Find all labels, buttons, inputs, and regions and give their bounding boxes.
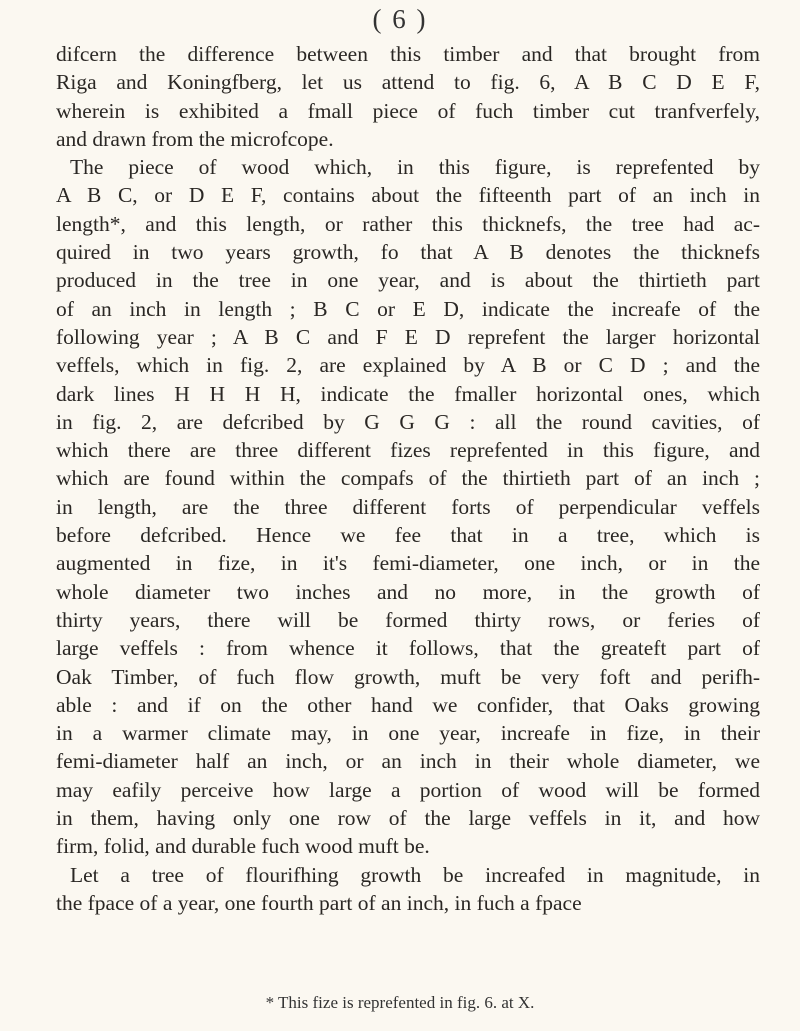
text-line: veffels, which in fig. 2, are explained by A B or C D ; and the <box>56 353 760 378</box>
text-line: in length, are the three different forts of perpendicular veffels <box>56 494 760 519</box>
text-line: and drawn from the microfcope. <box>56 126 334 151</box>
text-line: in a warmer climate may, in one year, increafe in fize, in their <box>56 721 760 746</box>
text-line: The piece of wood which, in this figure, is reprefented by <box>70 155 760 180</box>
text-line: Oak Timber, of fuch flow growth, muft be very foft and perifh- <box>56 664 760 689</box>
text-line: which are found within the compafs of the thirtieth part of an inch ; <box>56 466 760 491</box>
text-line: firm, folid, and durable fuch wood muft be. <box>56 834 430 859</box>
text-line: large veffels : from whence it follows, that the greateft part of <box>56 636 760 661</box>
text-line: Riga and Koningfberg, let us attend to fig. 6, A B C D E F, <box>56 70 760 95</box>
text-line: in them, having only one row of the large veffels in it, and how <box>56 806 760 831</box>
text-line: dark lines H H H H, indicate the fmaller horizontal ones, which <box>56 381 760 406</box>
page-number: ( 6 ) <box>372 4 428 34</box>
text-line: following year ; A B C and F E D reprefent the larger horizontal <box>56 324 760 349</box>
text-line: produced in the tree in one year, and is about the thirtieth part <box>56 268 760 293</box>
text-line: difcern the difference between this timber and that brought from <box>56 42 760 66</box>
text-line: in fig. 2, are defcribed by G G G : all the round cavities, of <box>56 409 760 434</box>
text-line: length*, and this length, or rather this thicknefs, the tree had ac- <box>56 211 760 236</box>
text-line: able : and if on the other hand we confider, that Oaks growing <box>56 692 760 717</box>
text-line: may eafily perceive how large a portion of wood will be formed <box>56 777 760 802</box>
text-line: Let a tree of flourifhing growth be increafed in magnitude, in <box>70 862 760 887</box>
text-line: thirty years, there will be formed thirty rows, or feries of <box>56 607 760 632</box>
text-line: augmented in fize, in it's femi-diameter, one inch, or in the <box>56 551 760 576</box>
text-line: A B C, or D E F, contains about the fifteenth part of an inch in <box>56 183 760 208</box>
text-line: femi-diameter half an inch, or an inch in their whole diameter, we <box>56 749 760 774</box>
text-line: wherein is exhibited a fmall piece of fuch timber cut tranfverfely, <box>56 98 760 123</box>
text-line: the fpace of a year, one fourth part of an inch, in fuch a fpace <box>56 890 582 915</box>
text-line: of an inch in length ; B C or E D, indicate the increafe of the <box>56 296 760 321</box>
text-line: quired in two years growth, fo that A B denotes the thicknefs <box>56 240 760 265</box>
text-line: before defcribed. Hence we fee that in a tree, which is <box>56 523 760 548</box>
body-text <box>56 40 760 917</box>
text-line: whole diameter two inches and no more, in the growth of <box>56 579 760 604</box>
text-line: which there are three different fizes reprefented in this figure, and <box>56 438 760 463</box>
footnote: * This fize is reprefented in fig. 6. at X. <box>265 993 535 1012</box>
